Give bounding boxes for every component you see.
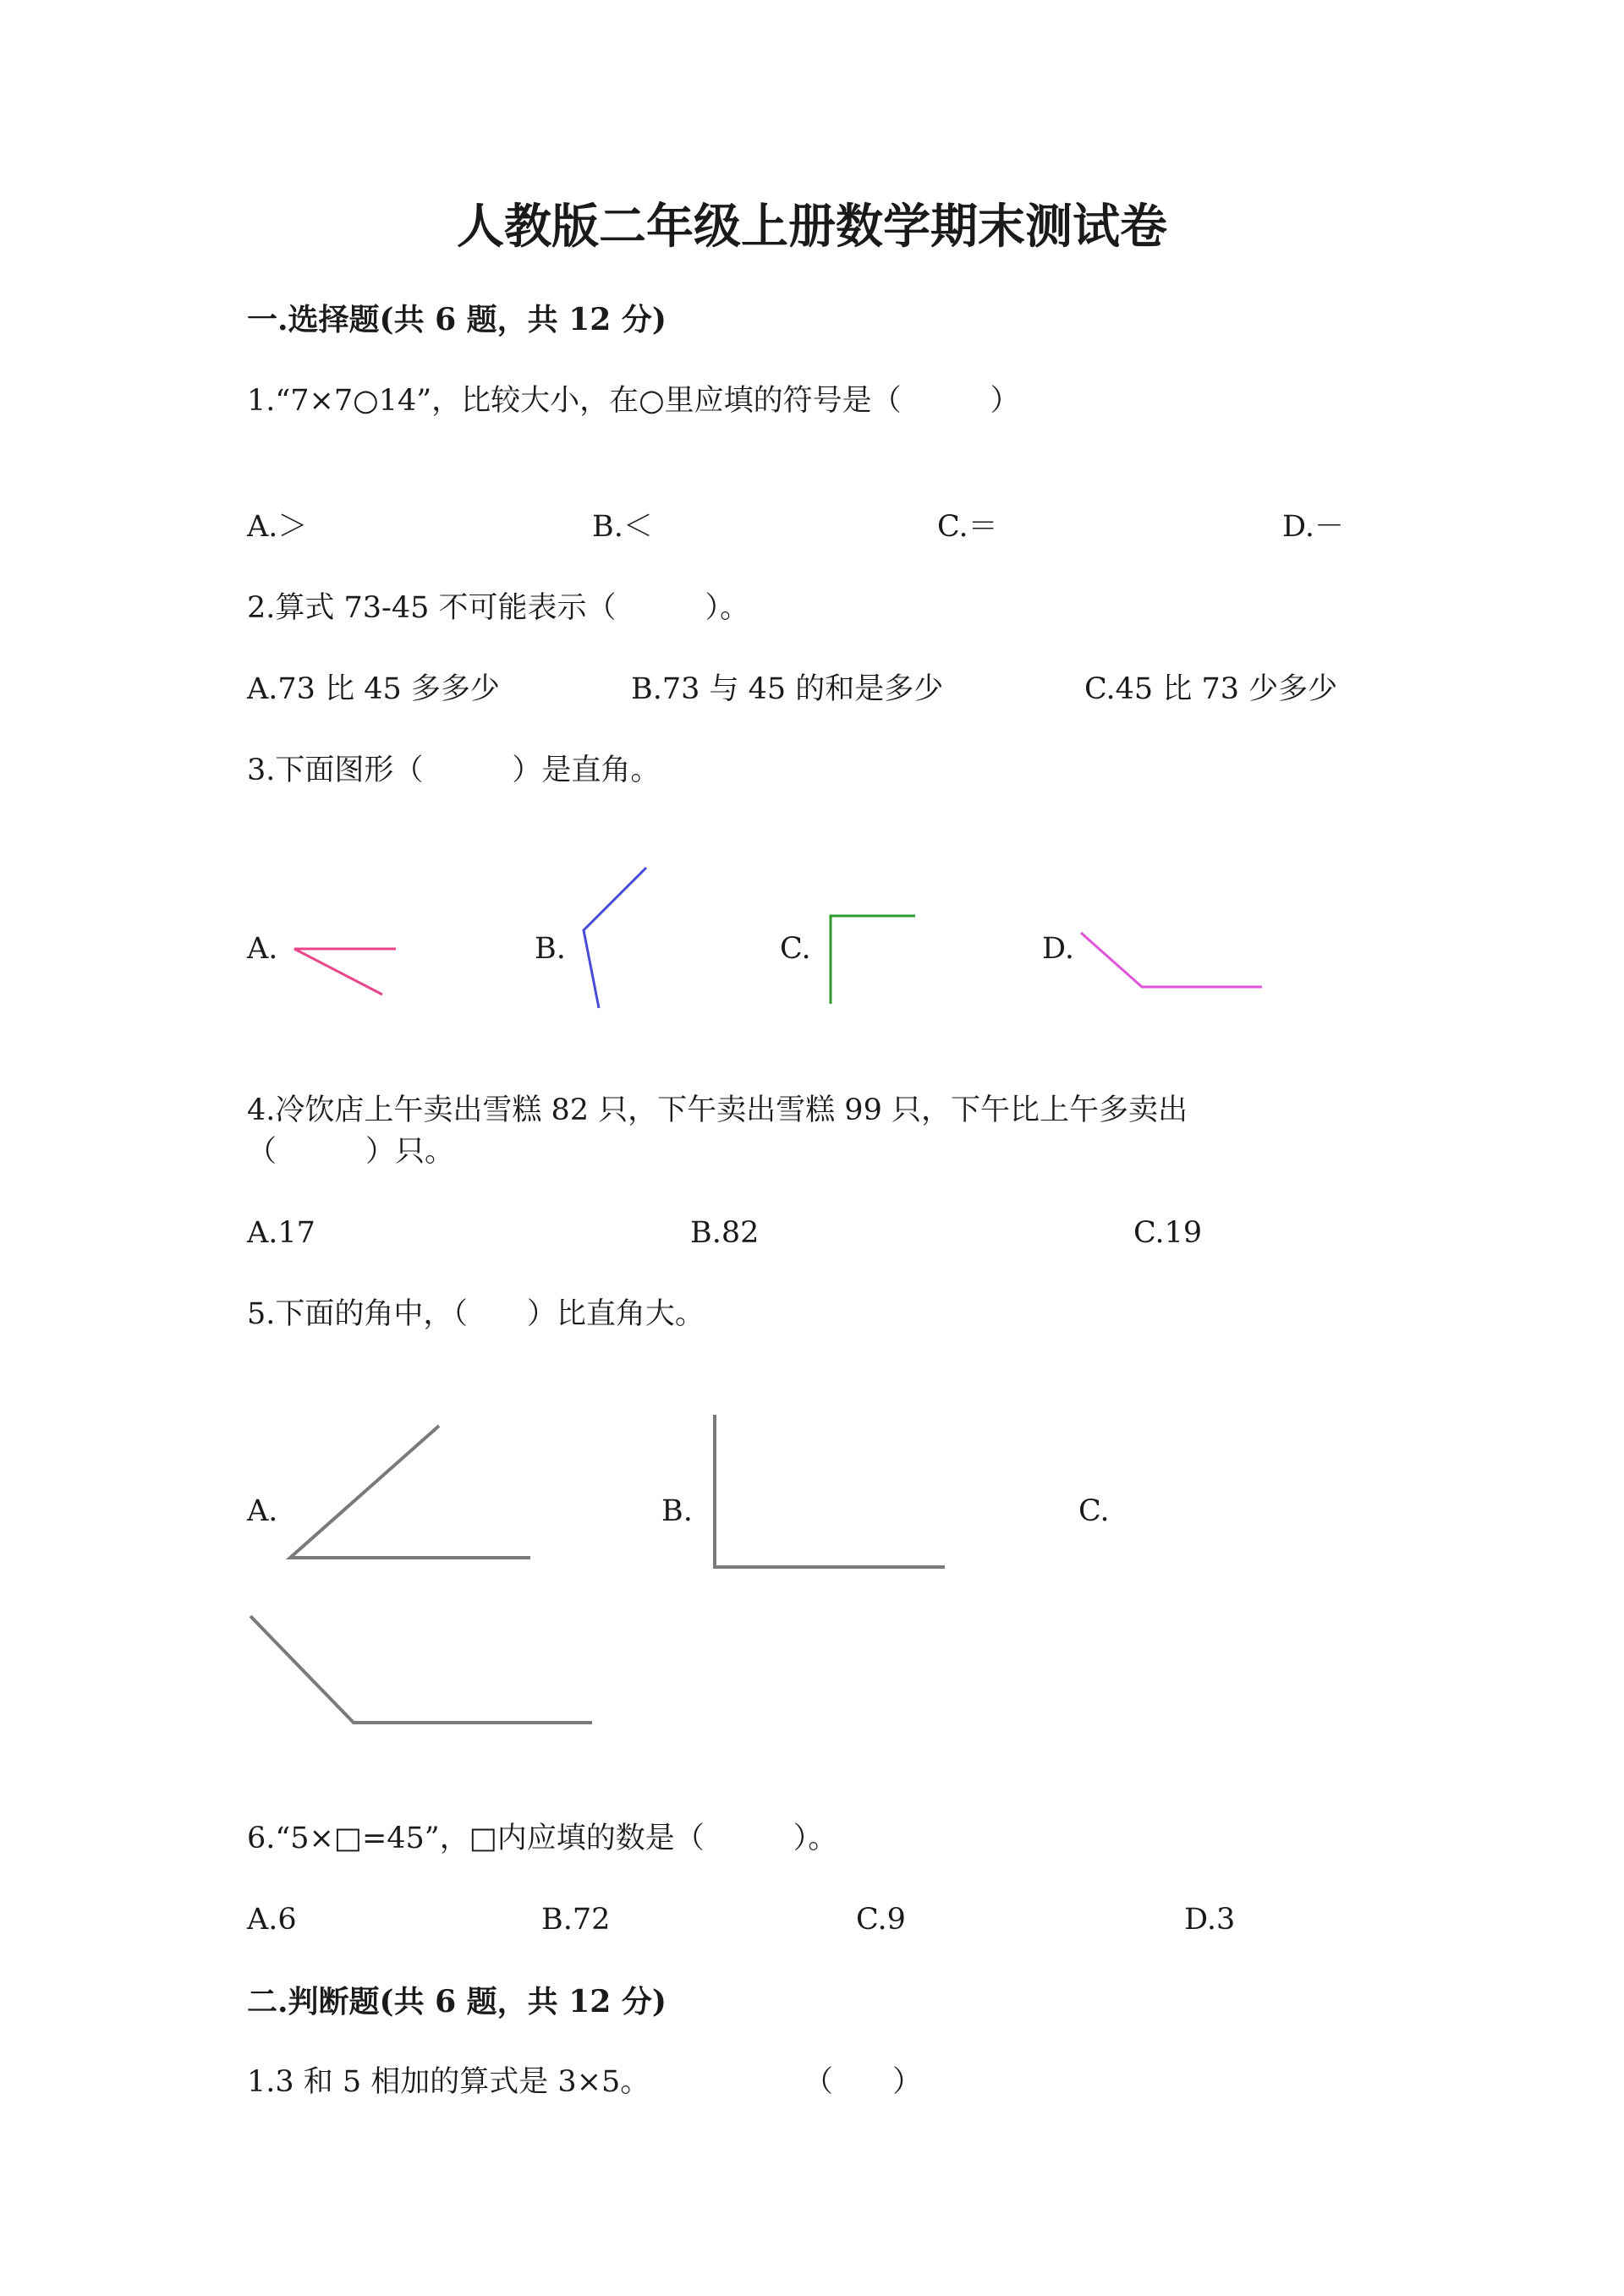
section-heading-choice: 一.选择题(共 6 题，共 12 分) bbox=[247, 302, 667, 337]
q5-option-b: B. bbox=[661, 1494, 693, 1528]
q3-figure-a-acute-angle bbox=[288, 939, 406, 998]
q5-figure-c-obtuse-angle bbox=[245, 1611, 601, 1734]
question-4-stem-line2: （ ）只。 bbox=[247, 1135, 455, 1169]
q5-option-c: C. bbox=[1078, 1494, 1110, 1528]
q1-option-b: B.＜ bbox=[592, 510, 653, 544]
q6-option-a: A.6 bbox=[247, 1903, 297, 1937]
question-1-stem: 1.“7×7○14”，比较大小，在○里应填的符号是（ ） bbox=[247, 384, 1020, 418]
q3-option-d: D. bbox=[1042, 932, 1074, 966]
q2-option-b: B.73 与 45 的和是多少 bbox=[631, 672, 944, 706]
question-3-stem: 3.下面图形（ ）是直角。 bbox=[247, 753, 661, 787]
q1-option-c: C.＝ bbox=[937, 510, 998, 544]
judgement-1-blank: （ ） bbox=[804, 2065, 923, 2099]
question-4-stem-line1: 4.冷饮店上午卖出雪糕 82 只，下午卖出雪糕 99 只，下午比上午多卖出 bbox=[247, 1093, 1188, 1127]
q2-option-c: C.45 比 73 少多少 bbox=[1084, 672, 1338, 706]
q3-option-a: A. bbox=[247, 932, 278, 966]
q3-figure-d-obtuse-angle bbox=[1074, 926, 1269, 994]
q5-figure-b-right-angle bbox=[706, 1408, 952, 1577]
section-heading-judgement: 二.判断题(共 6 题，共 12 分) bbox=[247, 1984, 667, 2019]
q3-figure-b-obtuse-angle bbox=[575, 863, 660, 1015]
q3-option-b: B. bbox=[535, 932, 566, 966]
q6-option-d: D.3 bbox=[1184, 1903, 1236, 1937]
q2-option-a: A.73 比 45 多多少 bbox=[247, 672, 500, 706]
question-2-stem: 2.算式 73-45 不可能表示（ ）。 bbox=[247, 591, 750, 625]
judgement-1-stem: 1.3 和 5 相加的算式是 3×5。 bbox=[247, 2065, 650, 2099]
q5-figure-a-acute-angle bbox=[283, 1421, 537, 1564]
question-5-stem: 5.下面的角中，（ ）比直角大。 bbox=[247, 1297, 705, 1331]
page-title: 人教版二年级上册数学期末测试卷 bbox=[457, 199, 1167, 255]
q6-option-b: B.72 bbox=[541, 1903, 611, 1937]
q4-option-b: B.82 bbox=[690, 1216, 760, 1250]
q1-option-d: D.－ bbox=[1282, 510, 1344, 544]
q1-option-a: A.＞ bbox=[247, 510, 308, 544]
question-6-stem: 6.“5×□=45”，□内应填的数是（ ）。 bbox=[247, 1822, 838, 1855]
q4-option-a: A.17 bbox=[247, 1216, 315, 1250]
q6-option-c: C.9 bbox=[856, 1903, 906, 1937]
q3-option-c: C. bbox=[780, 932, 811, 966]
q4-option-c: C.19 bbox=[1133, 1216, 1203, 1250]
q5-option-a: A. bbox=[247, 1494, 278, 1528]
q3-figure-c-right-angle bbox=[820, 909, 922, 1011]
